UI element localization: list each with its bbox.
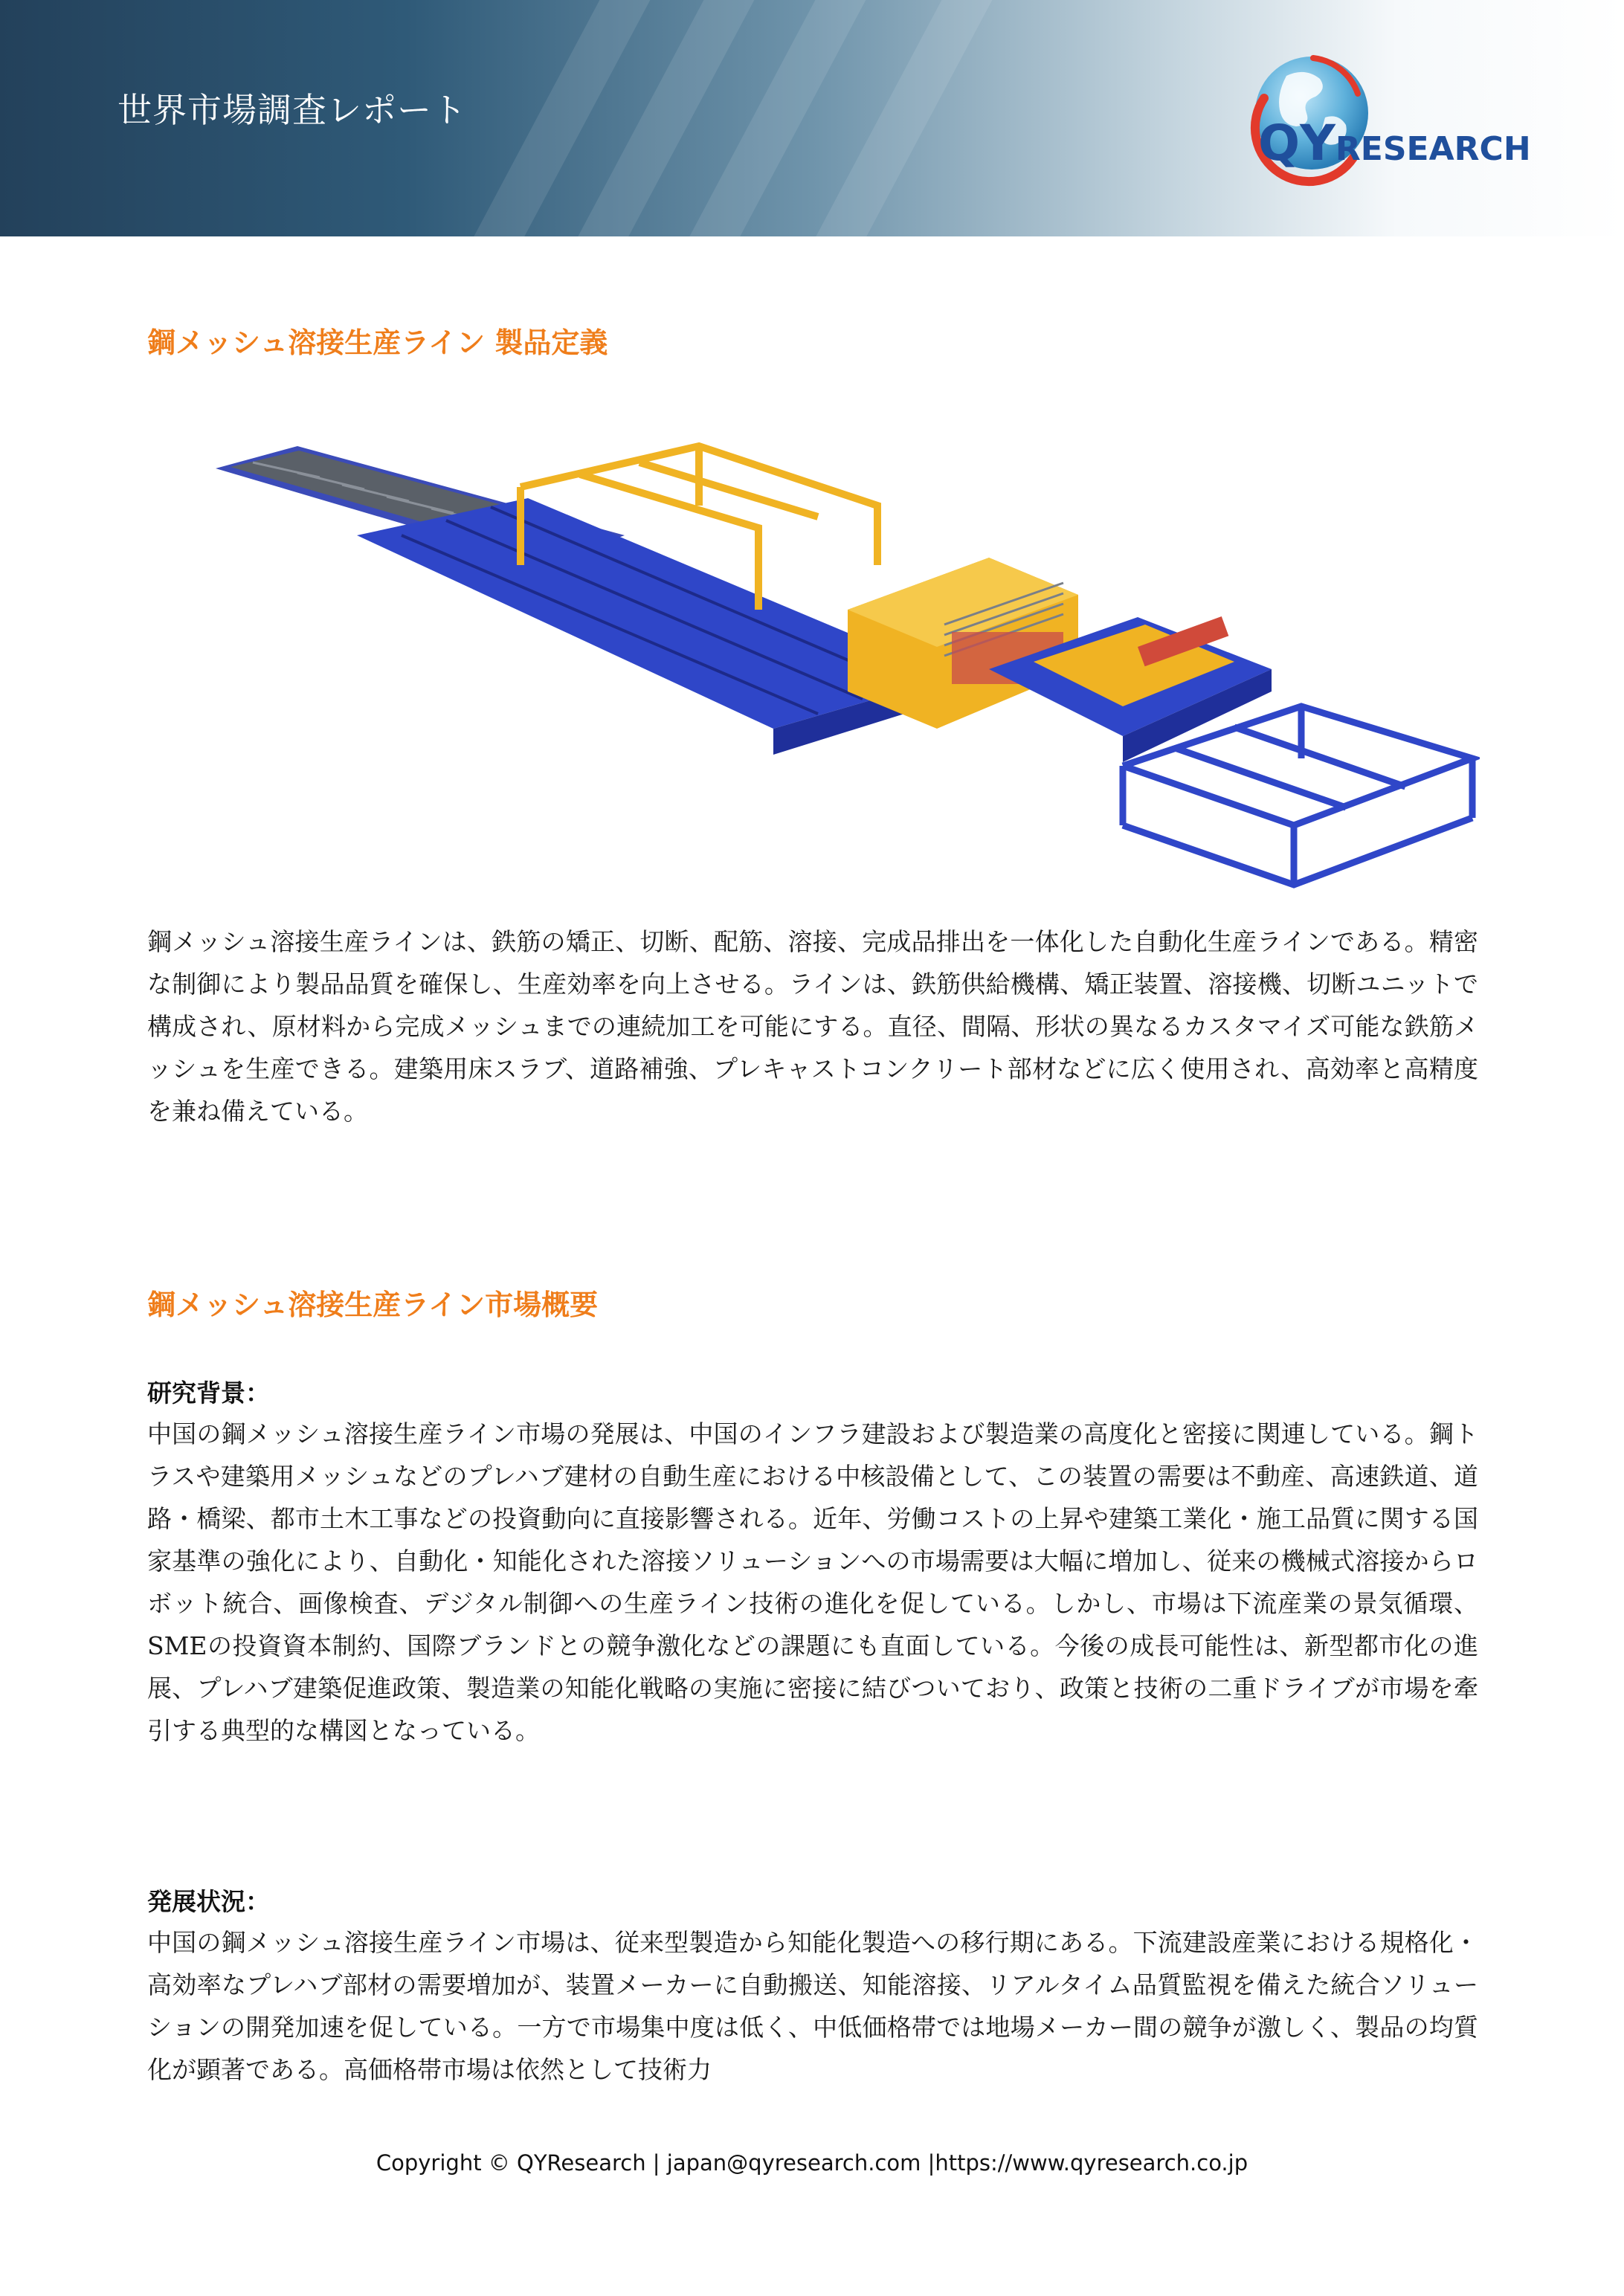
copyright-footer: Copyright © QYResearch | japan@qyresearch.com |https://www.qyresearch.co.jp — [376, 2150, 1248, 2176]
product-image-mesh-welding-line — [208, 424, 1480, 900]
development-status-heading: 発展状況： — [147, 1887, 270, 1916]
research-background-text: 中国の鋼メッシュ溶接生産ライン市場の発展は、中国のインフラ建設および製造業の高度化と密接に関連している。鋼トラスや建築用メッシュなどのプレハブ建材の自動生産における中核設備として、この装置の需要は不動産、高速鉄道、道路・橋梁、都市土木工事などの投資動向に直接影響される。近年、労働コストの上昇や建築工業化・施工品質に関する国家基準の強化により、自動化・知能化された溶接ソリューションへの市場需要は大幅に増加し、従来の機械式溶接からロボット統合、画像検査、デジタル制御への生産ライン技術の進化を促している。しかし、市場は下流産業の景気循環、SMEの投資資本制約、国際ブランドとの競争激化などの課題にも直面している。今後の成長可能性は、新型都市化の進展、プレハブ建築促進政策、製造業の知能化戦略の実施に密接に結びついており、政策と技術の二重ドライブが市場を牽引する典型的な構図となっている。 — [147, 1419, 1478, 1745]
logo-wordmark: QYRESEARCH — [1258, 115, 1531, 172]
development-status-text: 中国の鋼メッシュ溶接生産ライン市場は、従来型製造から知能化製造への移行期にある。下流建設産業における規格化・高効率なプレハブ部材の需要増加が、装置メーカーに自動搬送、知能溶接、リアルタイム品質監視を備えた統合ソリューションの開発加速を促している。一方で市場集中度は低く、中低価格帯では地場メーカー間の競争が激しく、製品の均質化が顕著である。高価格帯市場は依然として技術力 — [147, 1928, 1478, 2084]
section-title-product-definition: 鋼メッシュ溶接生産ライン 製品定義 — [147, 326, 608, 359]
research-background-heading: 研究背景： — [147, 1378, 270, 1407]
section-title-market-overview: 鋼メッシュ溶接生産ライン市場概要 — [147, 1289, 599, 1321]
header-title: 世界市場調査レポート — [117, 90, 467, 130]
qyresearch-logo — [1234, 46, 1554, 195]
report-header — [0, 0, 1624, 236]
product-definition-text: 鋼メッシュ溶接生産ラインは、鉄筋の矯正、切断、配筋、溶接、完成品排出を一体化した自動化生産ラインである。精密な制御により製品品質を確保し、生産効率を向上させる。ラインは、鉄筋供給機構、矯正装置、溶接機、切断ユニットで構成され、原材料から完成メッシュまでの連続加工を可能にする。直径、間隔、形状の異なるカスタマイズ可能な鉄筋メッシュを生産できる。建築用床スラブ、道路補強、プレキャストコンクリート部材などに広く使用され、高効率と高精度を兼ね備えている。 — [147, 927, 1478, 1126]
